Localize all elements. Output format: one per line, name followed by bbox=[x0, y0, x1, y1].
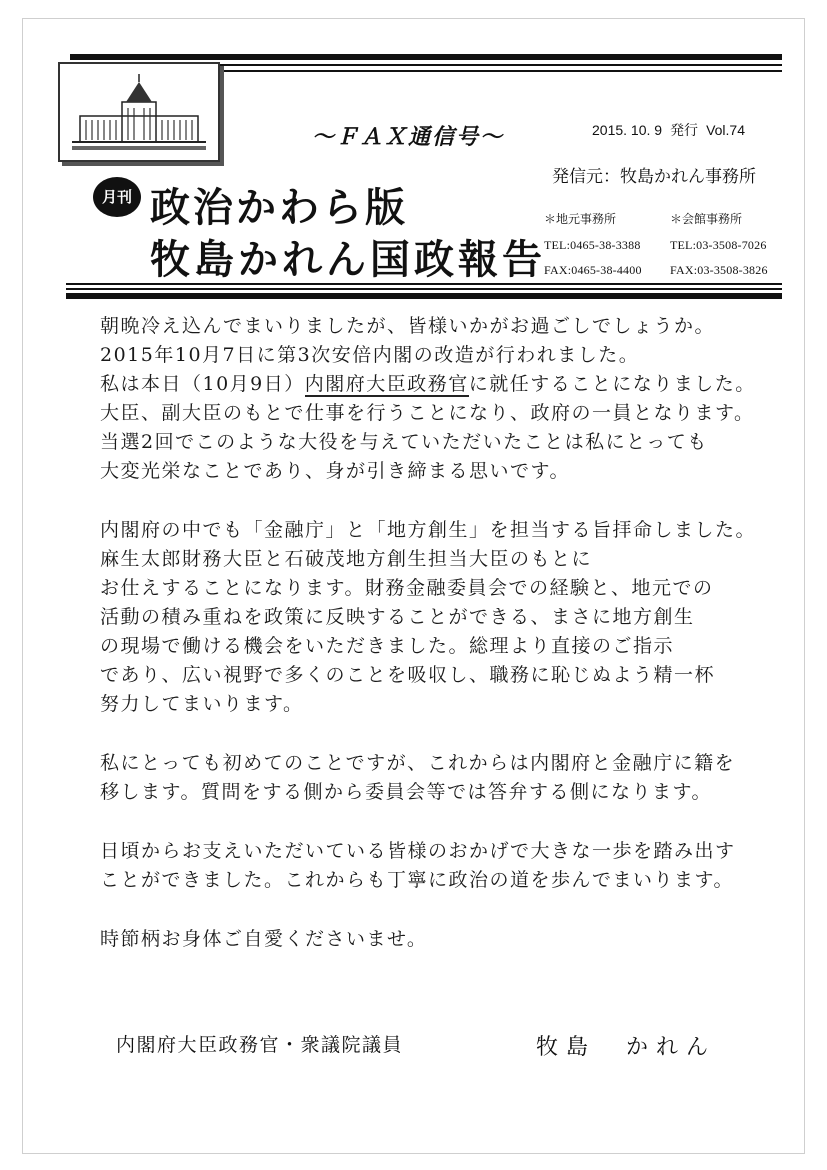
body-line-part: 私は本日（10月9日） bbox=[100, 373, 305, 395]
body-line-part: に就任することになりました。 bbox=[468, 373, 756, 395]
sender: 発信元：牧島かれん事務所 bbox=[552, 167, 756, 187]
body-line: 努力してまいります。 bbox=[100, 693, 304, 715]
issue-label: 発行 bbox=[670, 122, 699, 138]
header-rule-thick bbox=[70, 54, 782, 60]
body-line bbox=[100, 370, 790, 399]
paragraph-duties bbox=[100, 516, 790, 719]
issue-info bbox=[592, 120, 753, 140]
local-office-tel: TEL:0465-38-3388 bbox=[544, 238, 641, 252]
local-office-fax: FAX:0465-38-4400 bbox=[544, 263, 642, 277]
monthly-badge: 月刊 bbox=[93, 177, 141, 217]
paragraph-transfer bbox=[100, 749, 790, 807]
local-office-info bbox=[544, 210, 642, 288]
body-line: 大変光栄なことであり、身が引き締まる思いです。 bbox=[100, 460, 570, 482]
body-line: 日頃からお支えいただいている皆様のおかげで大きな一歩を踏み出す bbox=[100, 840, 736, 862]
header-bottom-rule-thick bbox=[66, 293, 782, 299]
signature-name: 牧島 かれん bbox=[536, 1035, 717, 1060]
issue-volume: Vol.74 bbox=[706, 122, 745, 138]
body-line: 私にとっても初めてのことですが、これからは内閣府と金融庁に籍を bbox=[100, 752, 736, 774]
diet-office-fax: FAX:03-3508-3826 bbox=[670, 263, 768, 277]
diet-office-info bbox=[670, 210, 768, 288]
local-office-label: ＊地元事務所 bbox=[544, 212, 617, 226]
body-line: であり、広い視野で多くのことを吸収し、職務に恥じぬよう精一杯 bbox=[100, 664, 716, 686]
body-line: の現場で働ける機会をいただきました。総理より直接のご指示 bbox=[100, 635, 675, 657]
issue-date: 2015. 10. 9 bbox=[592, 122, 663, 138]
body-line: お仕えすることになります。財務金融委員会での経験と、地元での bbox=[100, 577, 714, 599]
diet-building-logo bbox=[58, 62, 220, 162]
body-line: 移します。質問をする側から委員会等では答弁する側になります。 bbox=[100, 781, 712, 803]
newsletter-title: 政治かわら版 bbox=[150, 185, 408, 231]
underlined-position: 内閣府大臣政務官 bbox=[304, 373, 469, 395]
newsletter-subtitle: 牧島かれん国政報告 bbox=[150, 237, 546, 283]
body-line: 内閣府の中でも「金融庁」と「地方創生」を担当する旨拝命しました。 bbox=[100, 519, 757, 541]
header-bottom-rule-thin bbox=[66, 288, 782, 290]
body-line: 朝晩冷え込んでまいりましたが、皆様いかがお過ごしでしょうか。 bbox=[100, 315, 716, 337]
diet-office-tel: TEL:03-3508-7026 bbox=[670, 238, 767, 252]
body-line: 大臣、副大臣のもとで仕事を行うことになり、政府の一員となります。 bbox=[100, 402, 755, 424]
body-line: 麻生太郎財務大臣と石破茂地方創生担当大臣のもとに bbox=[100, 548, 593, 570]
body-line: 2015年10月7日に第3次安倍内閣の改造が行われました。 bbox=[100, 344, 640, 366]
paragraph-closing bbox=[100, 925, 790, 954]
paragraph-thanks bbox=[100, 837, 790, 895]
body-line: 活動の積み重ねを政策に反映することができる、まさに地方創生 bbox=[100, 606, 695, 628]
header-bottom-rule-thin bbox=[66, 283, 782, 285]
body-line: 時節柄お身体ご自愛くださいませ。 bbox=[100, 928, 428, 950]
signature-title: 内閣府大臣政務官・衆議院議員 bbox=[116, 1034, 404, 1056]
paragraph-greeting bbox=[100, 312, 790, 486]
body-line: 当選2回でこのような大役を与えていただいたことは私にとっても bbox=[100, 431, 708, 453]
fax-title: ～ＦＡＸ通信号～ bbox=[312, 125, 505, 150]
letter-body bbox=[100, 312, 790, 954]
diet-building-icon bbox=[64, 68, 214, 156]
diet-office-label: ＊会館事務所 bbox=[670, 212, 743, 226]
body-line: ことができました。これからも丁寧に政治の道を歩んでまいります。 bbox=[100, 869, 734, 891]
